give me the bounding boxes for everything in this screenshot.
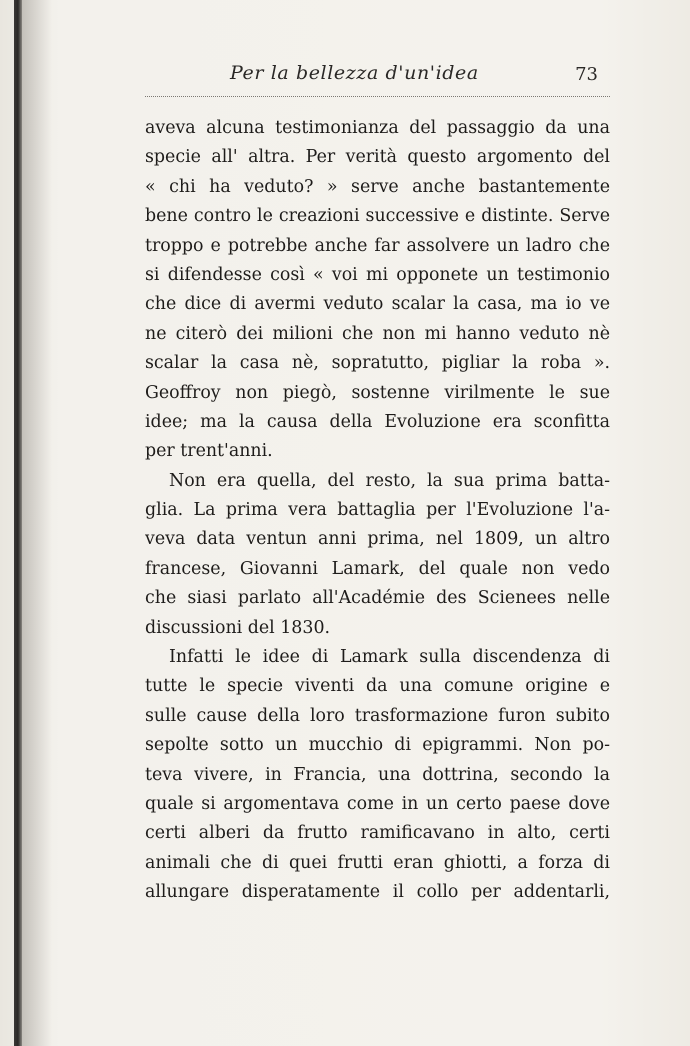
text-line: specie all' altra. Per verità questo argomento del	[145, 147, 610, 168]
text-line: sulle cause della loro trasformazione furon subito	[145, 705, 610, 726]
text-line: Non era quella, del resto, la sua prima batta-	[169, 470, 610, 491]
header-rule	[145, 96, 610, 97]
paragraph-1	[145, 114, 610, 467]
text-line: teva vivere, in Francia, una dottrina, secondo la	[145, 764, 610, 785]
page-number: 73	[575, 64, 598, 85]
text-line: glia. La prima vera battaglia per l'Evoluzione l'a-	[145, 500, 610, 521]
body-text	[145, 114, 610, 908]
text-line: scalar la casa nè, sopratutto, pigliar la roba ».	[145, 353, 610, 374]
running-head	[145, 60, 610, 92]
text-line: aveva alcuna testimonianza del passaggio da una	[145, 118, 610, 138]
running-title: Per la bellezza d'un'idea	[230, 62, 479, 84]
text-line: per trent'anni.	[145, 441, 273, 462]
text-line: Infatti le idee di Lamark sulla discendenza di	[169, 647, 610, 668]
text-line: si difendesse così « voi mi opponete un testimonio	[145, 264, 610, 285]
text-line: che dice di avermi veduto scalar la casa, ma io ve	[145, 294, 610, 315]
text-line: idee; ma la causa della Evoluzione era sconfitta	[145, 411, 610, 432]
text-line: troppo e potrebbe anche far assolvere un ladro che	[145, 235, 610, 256]
text-line: veva data ventun anni prima, nel 1809, un altro	[145, 529, 610, 550]
text-line: ne citerò dei milioni che non mi hanno veduto nè	[145, 323, 610, 344]
text-line: certi alberi da frutto ramificavano in alto, certi	[145, 823, 610, 844]
text-line: francese, Giovanni Lamark, del quale non vedo	[145, 558, 610, 579]
text-line: tutte le specie viventi da una comune origine e	[145, 676, 610, 697]
text-line: quale si argomentava come in un certo paese dove	[145, 793, 610, 814]
text-line: allungare disperatamente il collo per addentarli,	[145, 882, 610, 903]
binding-edge	[14, 0, 22, 1046]
text-line: che siasi parlato all'Académie des Scienees nelle	[145, 588, 610, 609]
text-line: sepolte sotto un mucchio di epigrammi. Non po-	[145, 735, 610, 756]
text-line: Geoffroy non piegò, sostenne virilmente le sue	[145, 382, 610, 403]
text-line: « chi ha veduto? » serve anche bastantemente	[145, 176, 610, 197]
text-line: animali che di quei frutti eran ghiotti, a forza di	[145, 852, 610, 873]
text-line: discussioni del 1830.	[145, 617, 331, 638]
text-line: bene contro le creazioni successive e distinte. Serve	[145, 206, 610, 227]
paragraph-2	[145, 467, 610, 643]
binding-shadow	[22, 0, 52, 1046]
paragraph-3	[145, 643, 610, 908]
